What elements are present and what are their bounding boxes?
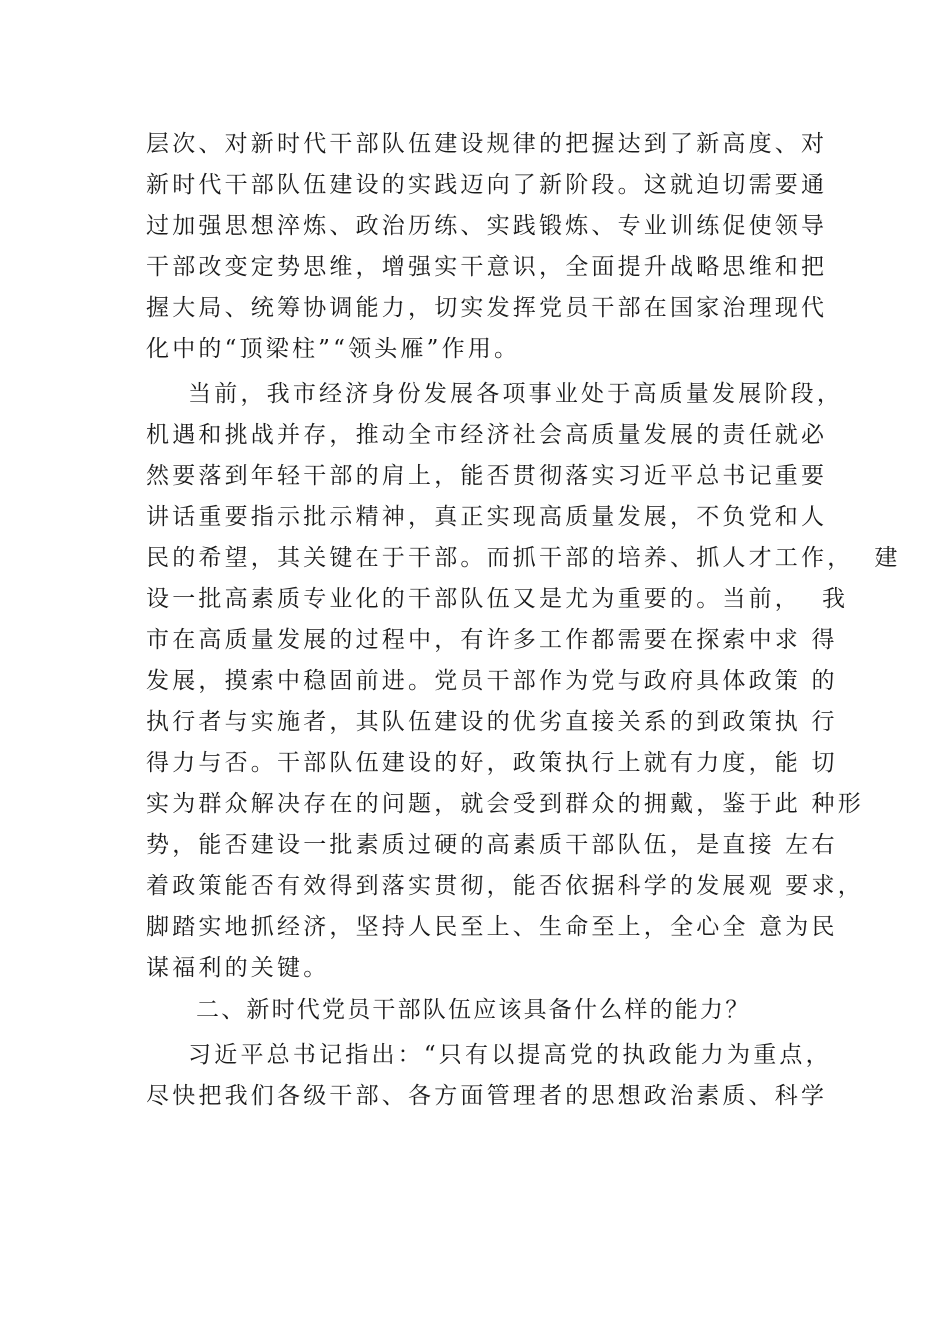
- text-line: 机遇和挑战并存，推动全市经济社会高质量发展的责任就必: [146, 422, 828, 448]
- text-line: 脚踏实地抓经济，坚持人民至上、生命至上，全心全 意为民: [146, 914, 838, 940]
- text-line: 化中的“顶梁柱”“领头雁”作用。: [146, 336, 521, 362]
- text-line: 过加强思想淬炼、政治历练、实践锻炼、专业训练促使领导: [146, 213, 828, 239]
- text-line: 着政策能否有效得到落实贯彻，能否依据科学的发展观 要求，: [146, 873, 864, 899]
- text-line: 讲话重要指示批示精神，真正实现高质量发展，不负党和人: [146, 504, 828, 530]
- text-line: 当前，我市经济身份发展各项事业处于高质量发展阶段，: [146, 381, 844, 407]
- text-line: 市在高质量发展的过程中，有许多工作都需要在探索中求 得: [146, 627, 838, 653]
- text-line: 实为群众解决存在的问题，就会受到群众的拥戴，鉴于此 种形: [146, 791, 864, 817]
- text-line: 执行者与实施者，其队伍建设的优劣直接关系的到政策执 行: [146, 709, 838, 735]
- text-line: 然要落到年轻干部的肩上，能否贯彻落实习近平总书记重要: [146, 463, 828, 489]
- text-line: 势，能否建设一批素质过硬的高素质干部队伍，是直接 左右: [146, 832, 838, 858]
- section-heading: 二、新时代党员干部队伍应该具备什么样的能力？: [196, 997, 751, 1023]
- text-line: 谋福利的关键。: [146, 955, 330, 981]
- text-line: 干部改变定势思维，增强实干意识，全面提升战略思维和把: [146, 254, 828, 280]
- text-line: 发展，摸索中稳固前进。党员干部作为党与政府具体政策 的: [146, 668, 838, 694]
- text-line: 得力与否。干部队伍建设的好，政策执行上就有力度，能 切: [146, 750, 838, 776]
- text-line: 握大局、统筹协调能力，切实发挥党员干部在国家治理现代: [146, 295, 828, 321]
- text-line: 民的希望，其关键在于干部。而抓干部的培养、抓人才工作， 建: [146, 545, 901, 571]
- text-line: 尽快把我们各级干部、各方面管理者的思想政治素质、科学: [146, 1083, 828, 1109]
- text-line: 设一批高素质专业化的干部队伍又是尤为重要的。当前， 我: [146, 586, 849, 612]
- text-line: 习近平总书记指出：“只有以提高党的执政能力为重点，: [146, 1042, 832, 1068]
- text-line: 新时代干部队伍建设的实践迈向了新阶段。这就迫切需要通: [146, 172, 828, 198]
- text-line: 层次、对新时代干部队伍建设规律的把握达到了新高度、对: [146, 131, 828, 157]
